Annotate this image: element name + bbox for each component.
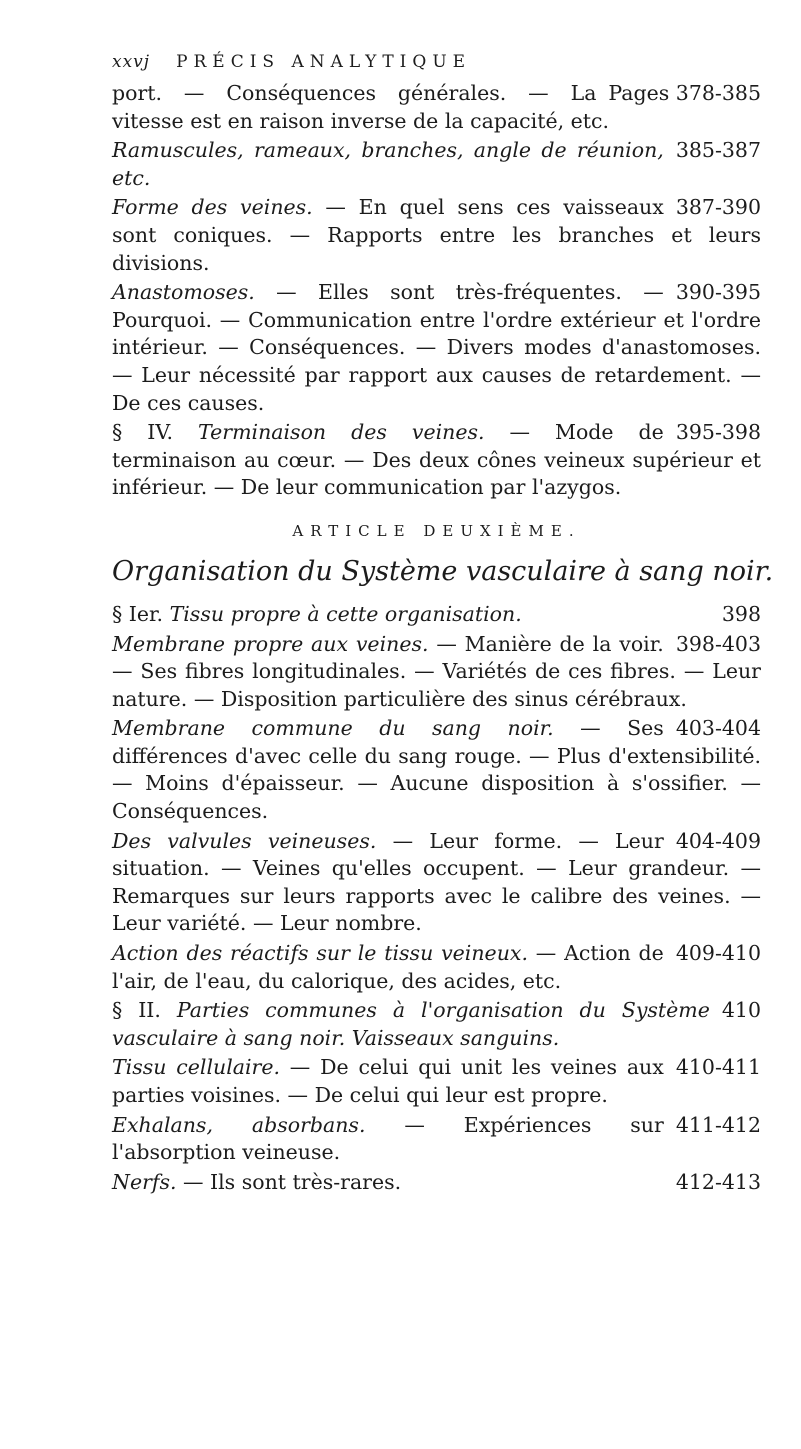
page-reference: 390-395 [675,280,761,305]
entry-text: — De celui qui unit les veines aux parties voisines. — De celui qui leur est propre. [112,1055,664,1107]
page-reference: 403-404 [675,716,761,741]
toc-entry [112,601,761,629]
toc-entry [112,194,761,277]
entry-lead: Terminaison des veines. [173,420,485,445]
running-title: PRÉCIS ANALYTIQUE [176,52,472,72]
entry-lead: Forme des veines. [112,195,313,220]
page-reference: 395-398 [675,420,761,445]
entry-lead: Membrane commune du sang noir. [112,716,554,741]
page-reference: 387-390 [675,195,761,220]
toc-entry [112,279,761,417]
article-title: Organisation du Système vasculaire à sang noir. [112,555,774,587]
page-reference: 412-413 [675,1169,761,1194]
entry-lead: Nerfs. [112,1169,177,1194]
entry-lead: Des valvules veineuses. [112,828,377,853]
toc-entry [112,940,761,995]
page-reference: Pages 378-385 [608,81,761,105]
toc-entry [112,419,761,502]
table-of-contents-bottom [112,601,761,1198]
running-head [112,52,761,72]
toc-entry [112,1112,761,1167]
toc-entry [112,828,761,938]
toc-entry [112,1054,761,1109]
page-reference: 398-403 [675,631,761,656]
page-reference: 409-410 [675,941,761,966]
page-reference: 398 [721,601,761,626]
toc-entry [112,715,761,825]
section-number: § IV. [112,420,174,445]
entry-text: — Ses différences d'avec celle du sang rouge. — Plus d'extensibilité. — Moins d'épaisseur. — Aucune disposition à s'ossifier. — Conséquences. [112,716,761,824]
entry-text: — Leur forme. — Leur situation. — Veines qu'elles occupent. — Leur grandeur. — Remarques sur leurs rapports avec le calibre des veines. — Leur variété. — Leur nombre. [112,828,761,936]
page-folio: xxvj [112,52,151,72]
entry-text: — Mode de terminaison au cœur. — Des deux cônes veineux supérieur et inférieur. — De leur communication par l'azygos. [112,420,761,500]
entry-lead: Ramuscules, rameaux, branches, angle de réunion, etc. [112,138,664,190]
toc-entry [112,80,761,135]
entry-lead: Tissu cellulaire. [112,1055,280,1080]
toc-entry [112,997,761,1052]
table-of-contents-top [112,80,761,504]
page-reference: 411-412 [675,1112,761,1137]
entry-lead: Membrane propre aux veines. [112,631,429,656]
page-reference: 410 [721,998,761,1023]
toc-entry [112,631,761,714]
page-reference: 410-411 [675,1055,761,1080]
entry-lead: Anastomoses. [112,280,255,305]
entry-text: port. — Conséquences générales. — La vitesse est en raison inverse de la capacité, etc. [112,81,609,133]
entry-lead: Tissu propre à cette organisation. [163,601,522,626]
entry-text: — Ils sont très-rares. [176,1169,402,1194]
entry-lead: Action des réactifs sur le tissu veineux. [112,941,528,966]
entry-text: — Elles sont très-fréquentes. — Pourquoi. — Communication entre l'ordre extérieur et l'ordre intérieur. — Conséquences. — Divers modes d'anastomoses. — Leur nécessité par rapport aux causes de retardement. — De ces causes. [112,280,761,415]
article-heading: ARTICLE DEUXIÈME. [292,521,581,540]
entry-text: — Expériences sur l'absorption veineuse. [112,1112,664,1165]
toc-entry [112,137,761,192]
page-reference: 385-387 [675,138,761,163]
entry-text: — Manière de la voir. — Ses fibres longitudinales. — Variétés de ces fibres. — Leur nature. — Disposition particulière des sinus cérébraux. [112,631,761,711]
entry-text: — En quel sens ces vaisseaux sont coniques. — Rapports entre les branches et leurs divisions. [112,195,761,275]
toc-entry [112,1169,761,1197]
entry-text: — Action de l'air, de l'eau, du calorique, des acides, etc. [112,941,664,993]
section-number: § Ier. [112,601,164,626]
section-number: § II. [112,998,161,1023]
entry-lead: Parties communes à l'organisation du Système vasculaire à sang noir. Vaisseaux sanguins. [112,998,710,1050]
entry-lead: Exhalans, absorbans. [112,1112,366,1137]
page-reference: 404-409 [675,828,761,853]
